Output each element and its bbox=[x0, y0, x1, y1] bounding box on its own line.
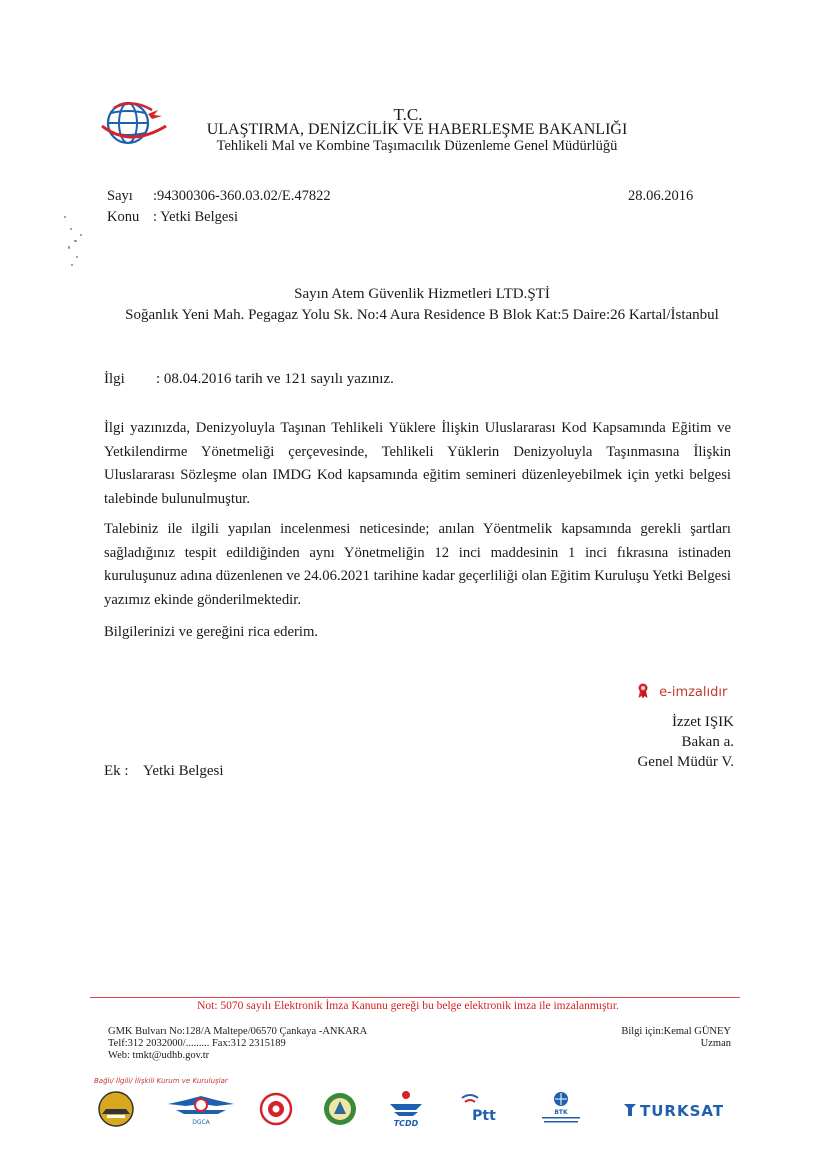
signatory-title-2: Genel Müdür V. bbox=[637, 754, 734, 770]
attachment-value: Yetki Belgesi bbox=[143, 763, 224, 779]
footer-contact-person: Bilgi için:Kemal GÜNEY bbox=[621, 1026, 731, 1037]
footer-divider bbox=[90, 997, 740, 998]
affiliates-label: Bağlı/ İlgili/ İlişkili Kurum ve Kuruluşlar bbox=[94, 1077, 228, 1085]
attachment-label: Ek : bbox=[104, 763, 129, 779]
ribbon-badge-icon bbox=[637, 683, 649, 699]
e-signature-law-note: Not: 5070 sayılı Elektronik İmza Kanunu gereği bu belge elektronik imza ile imzalanmıştır. bbox=[197, 1000, 619, 1012]
konu-value: : Yetki Belgesi bbox=[153, 209, 238, 225]
addressee-address: Soğanlık Yeni Mah. Pegagaz Yolu Sk. No:4 Aura Residence B Blok Kat:5 Daire:26 Kartal/İstanbul bbox=[125, 307, 719, 323]
shgm-logo bbox=[166, 1090, 236, 1128]
header-tc: T.C. bbox=[393, 105, 423, 124]
document-date: 28.06.2016 bbox=[628, 188, 694, 204]
body-paragraph-1: İlgi yazınızda, Denizyoluyla Taşınan Tehlikeli Yüklere İlişkin Uluslararası Kod Kapsamında Eğitim ve Yetkilendirme Yönetmeliği çerçevesinde, Tehlikeli Yüklerin Denizyoluyla Taşınmasına İlişkin Uluslararası Sözleşme olan IMDG Kod kapsamında eğitim semineri düzenleyebilmek için yetki belgesi talebinde bulunulmuştur. bbox=[104, 420, 731, 507]
body-paragraph-3: Bilgilerinizi ve gereğini rica ederim. bbox=[104, 624, 319, 640]
footer-address-line-2: Telf:312 2032000/......... Fax:312 2315189 bbox=[108, 1038, 286, 1049]
signatory-name: İzzet IŞIK bbox=[671, 714, 734, 730]
denizcilik-logo bbox=[322, 1090, 358, 1128]
sayi-label: Sayı bbox=[107, 188, 133, 204]
ptt-logo bbox=[456, 1090, 504, 1128]
tcdd-text: TCDD bbox=[393, 1119, 419, 1128]
addressee-name: Sayın Atem Güvenlik Hizmetleri LTD.ŞTİ bbox=[294, 286, 550, 302]
sayi-value: :94300306-360.03.02/E.47822 bbox=[153, 188, 331, 204]
ilgi-value: : 08.04.2016 tarih ve 121 sayılı yazınız. bbox=[156, 371, 394, 387]
signatory-block bbox=[637, 712, 734, 772]
footer-contact bbox=[621, 1026, 731, 1050]
turksat-logo bbox=[620, 1090, 740, 1128]
tcdd-logo bbox=[386, 1090, 426, 1128]
header-ministry: ULAŞTIRMA, DENİZCİLİK VE HABERLEŞME BAKANLIĞI bbox=[206, 121, 628, 138]
ilgi-label: İlgi bbox=[104, 371, 125, 387]
footer-address-line-1: GMK Bulvarı No:128/A Maltepe/06570 Çankaya -ANKARA bbox=[108, 1026, 368, 1037]
footer-address-line-3: Web: tmkt@udhb.gov.tr bbox=[108, 1050, 210, 1061]
signatory-title-1: Bakan a. bbox=[681, 734, 734, 750]
footer-address bbox=[108, 1026, 367, 1062]
footer-contact-role: Uzman bbox=[700, 1038, 731, 1049]
header-directorate: Tehlikeli Mal ve Kombine Taşımacılık Düzenleme Genel Müdürlüğü bbox=[216, 138, 618, 154]
e-signature-badge bbox=[637, 683, 727, 700]
kgm-logo bbox=[96, 1090, 136, 1128]
affiliate-logos bbox=[96, 1090, 746, 1130]
konu-label: Konu bbox=[107, 209, 140, 225]
body-paragraph-2: Talebiniz ile ilgili yapılan incelenmesi neticesinde; anılan Yöentmelik kapsamında gerekli şartları sağladığınız tespit edildiğinden aynı Yönetmeliğin 12 inci maddesinin 1 inci fıkrasına istinaden kuruluşunuz adına düzenlenen ve 24.06.2021 tarihine kadar geçerliliği olan Eğitim Kuruluşu Yetki Belgesi yazımız ekinde gönderilmektedir. bbox=[104, 521, 731, 608]
dhmi-logo bbox=[258, 1090, 294, 1128]
ptt-text: Ptt bbox=[472, 1108, 496, 1124]
e-signature-label: e-imzalıdır bbox=[659, 685, 728, 700]
btk-logo bbox=[536, 1090, 586, 1128]
turksat-text: TURKSAT bbox=[640, 1102, 725, 1120]
scan-specks bbox=[62, 212, 92, 282]
shgm-text: DGCA bbox=[192, 1119, 210, 1126]
btk-text: BTK bbox=[554, 1109, 568, 1116]
